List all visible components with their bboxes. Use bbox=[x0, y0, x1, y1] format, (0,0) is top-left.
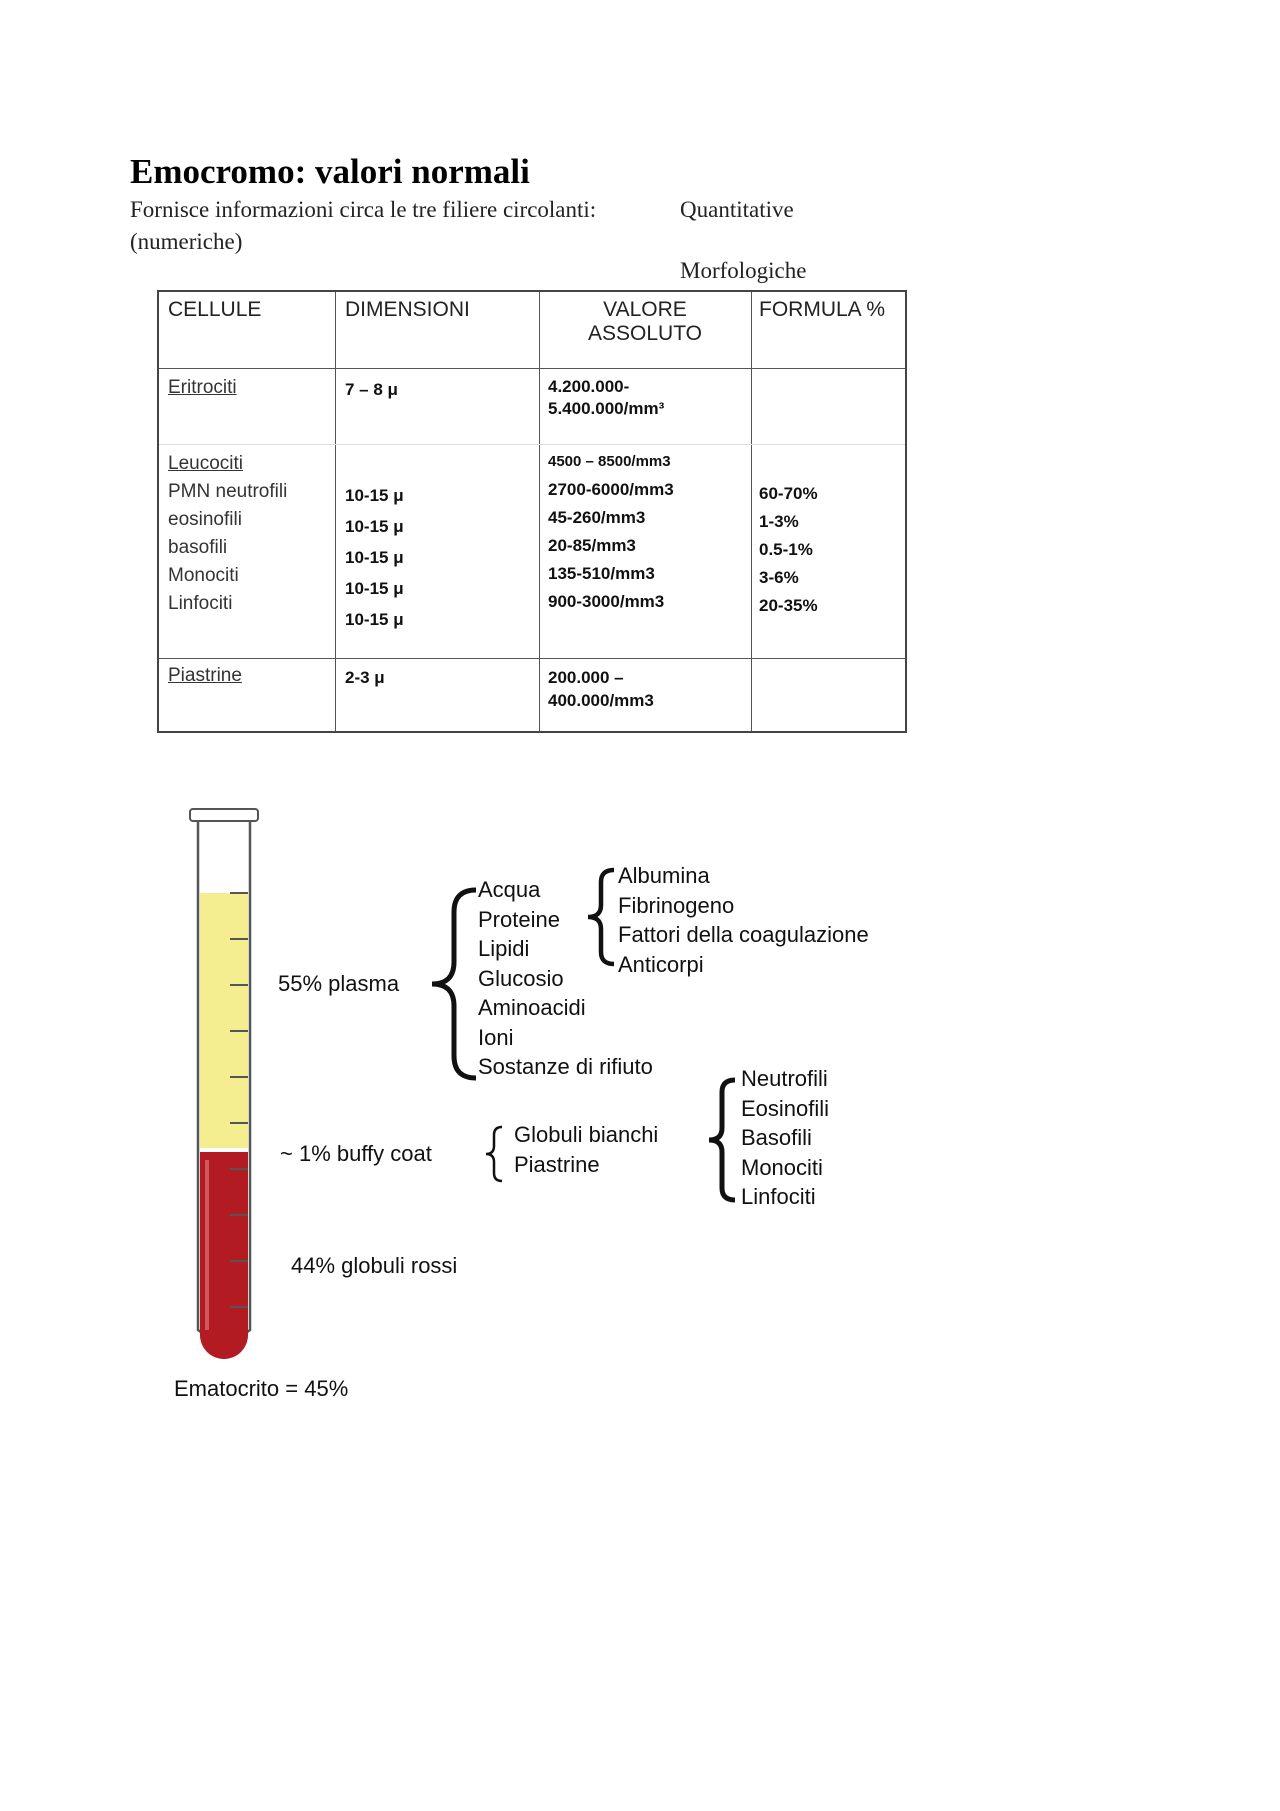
leuco-dim: 10-15 μ bbox=[345, 486, 404, 505]
intro-text: Fornisce informazioni circa le tre filiere circolanti: bbox=[130, 197, 597, 222]
plasma-item: Glucosio bbox=[478, 965, 564, 991]
page-title: Emocromo: valori normali bbox=[130, 152, 530, 191]
leuco-dim: 10-15 μ bbox=[345, 610, 404, 629]
leuco-value: 900-3000/mm3 bbox=[548, 592, 665, 611]
wbc-brace bbox=[709, 1080, 735, 1200]
wbc-item: Neutrofili bbox=[741, 1066, 828, 1091]
buffy-brace bbox=[486, 1127, 502, 1181]
cell-eritrociti-dim: 7 – 8 μ bbox=[345, 380, 398, 399]
plasma-layer bbox=[200, 893, 248, 1150]
header-valore-assoluto: VALORE ASSOLUTO bbox=[588, 298, 702, 345]
rbc-label: 44% globuli rossi bbox=[291, 1253, 458, 1278]
leuco-value: 2700-6000/mm3 bbox=[548, 480, 674, 499]
plasma-label: 55% plasma bbox=[278, 971, 400, 996]
leuco-dim: 10-15 μ bbox=[345, 579, 404, 598]
plasma-item: Lipidi bbox=[478, 936, 530, 961]
buffy-item: Globuli bianchi bbox=[514, 1122, 659, 1147]
cell-piastrine: Piastrine bbox=[168, 665, 242, 686]
cell-eritrociti: Eritrociti bbox=[168, 377, 237, 398]
leuco-value: 45-260/mm3 bbox=[548, 508, 646, 527]
wbc-item: Basofili bbox=[741, 1125, 812, 1150]
leucociti-title: Leucociti bbox=[168, 453, 243, 474]
plasma-item: Proteine bbox=[478, 906, 560, 932]
protein-item: Fattori della coagulazione bbox=[618, 922, 869, 947]
leuco-name: basofili bbox=[168, 537, 228, 558]
leuco-name: Monociti bbox=[168, 565, 239, 586]
leuco-value: 135-510/mm3 bbox=[548, 564, 655, 583]
leuco-name: PMN neutrofili bbox=[168, 481, 288, 502]
cell-piastrine-dim: 2-3 μ bbox=[345, 668, 385, 687]
leuco-dim: 10-15 μ bbox=[345, 548, 404, 567]
intro-morfologiche: Morfologiche bbox=[680, 258, 807, 283]
leuco-formula: 0.5-1% bbox=[759, 540, 813, 559]
leuco-formula: 3-6% bbox=[759, 568, 799, 587]
leuco-name: eosinofili bbox=[168, 509, 242, 530]
wbc-item: Eosinofili bbox=[741, 1095, 830, 1121]
wbc-item: Linfociti bbox=[741, 1184, 816, 1209]
protein-item: Fibrinogeno bbox=[618, 892, 735, 918]
leuco-formula: 20-35% bbox=[759, 596, 818, 615]
plasma-item: Aminoacidi bbox=[478, 995, 586, 1020]
header-dimensioni: DIMENSIONI bbox=[345, 298, 470, 321]
buffy-coat-label: ~ 1% buffy coat bbox=[280, 1141, 432, 1166]
buffy-coat-layer bbox=[200, 1148, 248, 1152]
intro-numeriche: (numeriche) bbox=[130, 229, 243, 254]
leuco-total: 4500 – 8500/mm3 bbox=[548, 453, 671, 470]
wbc-item: Monociti bbox=[741, 1154, 823, 1180]
protein-item: Anticorpi bbox=[618, 951, 704, 977]
header-cellule: CELLULE bbox=[168, 298, 262, 321]
cell-eritrociti-value: 4.200.000- 5.400.000/mm³ bbox=[548, 377, 665, 418]
cell-piastrine-value: 200.000 – 400.000/mm3 bbox=[548, 668, 654, 710]
protein-item: Albumina bbox=[618, 863, 710, 888]
intro-quantitative: Quantitative bbox=[680, 197, 794, 222]
wbc-items-list bbox=[741, 1066, 829, 1214]
protein-items-list bbox=[618, 863, 869, 981]
tube-rim bbox=[190, 809, 258, 821]
leuco-formula: 1-3% bbox=[759, 512, 799, 531]
buffy-item: Piastrine bbox=[514, 1151, 600, 1177]
leuco-dim: 10-15 μ bbox=[345, 517, 404, 536]
header-formula: FORMULA % bbox=[759, 298, 886, 321]
plasma-item: Acqua bbox=[478, 877, 541, 902]
plasma-item: Ioni bbox=[478, 1024, 514, 1050]
leuco-formula: 60-70% bbox=[759, 484, 818, 503]
plasma-brace bbox=[432, 890, 476, 1078]
hematocrit-label: Ematocrito = 45% bbox=[174, 1376, 349, 1401]
buffy-items-list bbox=[514, 1122, 658, 1181]
leuco-value: 20-85/mm3 bbox=[548, 536, 636, 555]
plasma-item: Sostanze di rifiuto bbox=[478, 1054, 653, 1079]
leuco-name: Linfociti bbox=[168, 593, 233, 614]
